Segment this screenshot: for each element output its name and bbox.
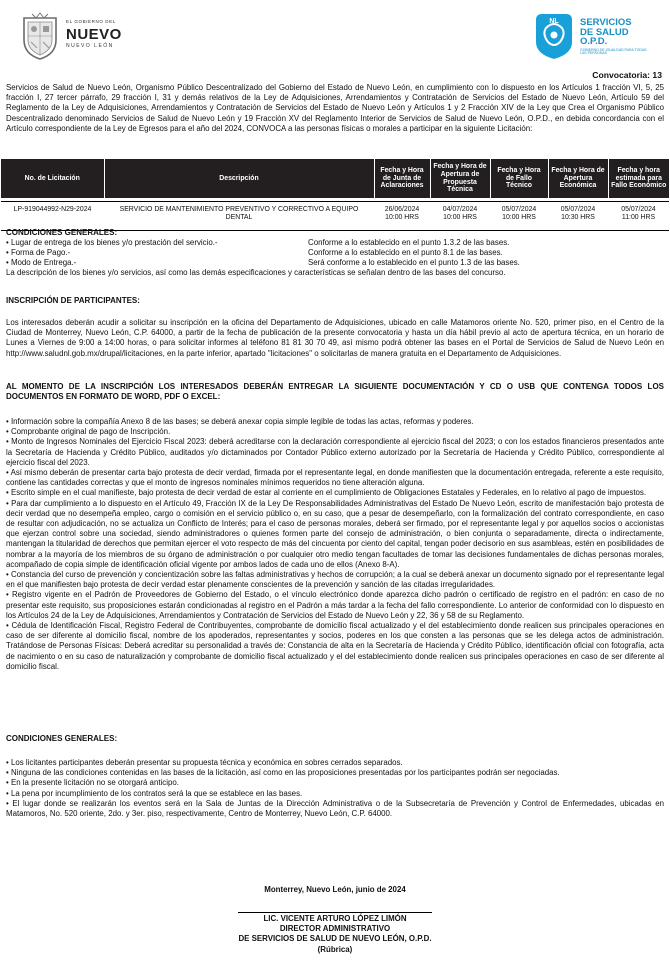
condicion-label: • Modo de Entrega.-	[6, 258, 77, 267]
apertura-economica-fecha: 05/07/2024	[560, 206, 596, 213]
convocatoria-number: Convocatoria: 13	[592, 70, 662, 80]
condicion-value: Conforme a lo establecido en el punto 8.1 de las bases.	[308, 248, 503, 257]
table-row	[1, 202, 669, 231]
cell-apertura-economica	[548, 202, 608, 231]
cell-numero: LP-919044992-N29-2024	[1, 202, 104, 231]
firmante-organismo: DE SERVICIOS DE SALUD DE NUEVO LEÓN, O.P.D.	[238, 934, 432, 944]
gobierno-nuevo-leon-logo	[20, 8, 140, 64]
page-header	[0, 8, 670, 64]
cell-apertura-tecnica	[430, 202, 490, 231]
coat-of-arms-icon	[20, 12, 60, 60]
fallo-economico-hora: 11:00 HRS	[621, 214, 656, 221]
header-descripcion: Descripción	[104, 159, 374, 198]
header-apertura-tecnica: Fecha y Hora de Apertura de Propuesta Técnica	[430, 159, 490, 198]
header-fallo-tecnico: Fecha y Hora de Fallo Técnico	[490, 159, 548, 198]
list-item: • Información sobre la compañía Anexo 8 de las bases; se deberá anexar copia simple legible de todas las actas, reformas y poderes.	[6, 417, 474, 426]
junta-fecha: 26/06/2024	[384, 206, 420, 213]
list-item: • El lugar donde se realizarán los eventos será en la Sala de Juntas de la Dirección Administrativa o de la Subsecretaría de Prevención y Control de Enfermedades, ubicadas en Matamoros, No. 520 oriente, 2do. y 3er. piso, respectivamente, Centro de Monterrey, Nuevo León, C.P. 64000.	[6, 798, 664, 819]
list-item: • Constancia del curso de prevención y concientización sobre las faltas administrativas y hechos de corrupción; a la cual se deberá anexar un documento signado por el representante legal en el que manifiesten bajo protesta de decir verdad estar plenamente conscientes de la prevención y sanción de las citadas irregularidades.	[6, 570, 664, 590]
intro-paragraph: Servicios de Salud de Nuevo León, Organismo Público Descentralizado del Gobierno del Estado de Nuevo León, en cumplimiento con lo dispuesto en los Artículos 1 fracción VI, 5, 25 fracción I, 27 tercer párrafo, 29 fracción I, 31 y demás relativos de la Ley de Adquisiciones, Arrendamientos y Contratación de Servicios del Estado de Nuevo León, Artículo 59 del Reglamento de la Ley de Adquisiciones, Arrendamientos y Contratación de Servicios del Estado de Nuevo León y Artículos 1 y 2 Fracción XIV de la Ley que Crea el Organismo Público Descentralizado denominado Servicios de Salud de Nuevo León y 19 Fracción XV del Reglamento Interior de Servicios de Salud de Nuevo León, O.P.D., en debida concordancia con el Artículo correspondiente de la Ley de Egresos para el año del 2024, CONVOCA a las personas físicas o morales a participar en la siguiente Licitación:	[6, 83, 664, 133]
de-salud-text: DE SALUD O.P.D.	[580, 26, 629, 47]
condiciones-generales-list	[6, 758, 664, 819]
documentacion-list	[6, 417, 664, 672]
lugar-fecha: Monterrey, Nuevo León, junio de 2024	[264, 885, 406, 894]
firmante-cargo: DIRECTOR ADMINISTRATIVO	[279, 924, 391, 934]
rubrica: (Rúbrica)	[317, 944, 353, 954]
list-item: • Registro vigente en el Padrón de Proveedores de Gobierno del Estado, o el vínculo electrónico donde aparezca dicho padrón o certificado de registro en el padrón: en caso de no presentar este requisito, sus proposiciones estarán condicionadas al registro en el Padrón a más tardar a la fecha del fallo correspondiente. Lo anterior de conformidad con lo dispuesto en los Artículos 24 de la Ley de Adquisiciones, Arrendamientos y Contratación de Servicios del Estado de Nuevo León y 22, 36 y 58 de su Reglamento.	[6, 590, 664, 620]
condicion-label: • Lugar de entrega de los bienes y/o prestación del servicio.-	[6, 238, 218, 247]
fallo-tecnico-fecha: 05/07/2024	[501, 206, 537, 213]
list-item: • Ninguna de las condiciones contenidas en las bases de la licitación, así como en las proposiciones presentadas por los participantes podrán ser negociadas.	[6, 768, 560, 778]
signature-block	[0, 914, 670, 955]
list-item: • Comprobante original de pago de Inscripción.	[6, 427, 171, 437]
nl-badge-icon	[532, 12, 576, 60]
signature-line	[238, 912, 432, 913]
inscripcion-paragraph: Los interesados deberán acudir a solicitar su inscripción en la oficina del Departamento de Adquisiciones, ubicado en calle Matamoros oriente No. 520, primer piso, en el Centro de la Ciudad de Monterrey, Nuevo León, C.P. 64000, a partir de la fecha de publicación de la presente convocatoria y hasta un día hábil previo al acto de apertura técnica, en un horario de Lunes a Viernes de 9:00 a 14:00 horas, o para solicitar informes al teléfono 81 81 30 70 49, así mismo podrá obtener las bases en el Portal de Servicios de Salud de Nuevo León en http://www.saludnl.gob.mx/drupal/licitaciones, en la parte inferior, apartado "licitaciones" o solicitarlas de manera gratuita en el Departamento de Adquisiciones.	[6, 318, 664, 358]
fallo-economico-fecha: 05/07/2024	[621, 206, 656, 213]
apertura-economica-hora: 10:30 HRS	[561, 214, 595, 221]
gov-sub-text: NUEVO LEÓN	[66, 42, 114, 49]
licitacion-table	[1, 159, 669, 231]
cell-fallo-economico	[608, 202, 669, 231]
cell-junta	[374, 202, 430, 231]
apertura-tecnica-fecha: 04/07/2024	[442, 206, 478, 213]
header-apertura-economica: Fecha y Hora de Apertura Económica	[548, 159, 608, 198]
list-item: • Para dar cumplimiento a lo dispuesto en el Artículo 49, Fracción IX de la Ley De Responsabilidades Administrativas del Estado De Nuevo León, escrito de manifestación bajo protesta de decir verdad que no desempeña empleo, cargo o comisión en el servicio público o, en su caso, que a pesar de desempeñarlo, con la formalización del contrato correspondiente, en caso de resultar con adjudicación, no se actualiza un Conflicto de Interés; para el caso de personas morales, deberá ser firmado, por el representante legal y por aquellos socios o accionistas que ejerzan control sobre una sociedad, siendo administradores o quienes formen parte del consejo de administración, o bien conjunta o separadamente, directa o indirectamente, mantengan la titularidad de derechos que permitan ejercer el voto respecto de más del cincuenta por ciento del capital, tengan poder decisorio en sus asambleas, estén en posibilidades de nombrar a la mayoría de los miembros de su órgano de administración o por cualquier otro medio tengan facultades de tomar las decisiones fundamentales de dichas personas morales, acompañado de copia simple de identificación oficial vigente por ambos lados de cada uno de ellos (Anexo 8-A).	[6, 498, 664, 569]
condiciones-note: La descripción de los bienes y/o servicios, así como las demás especificaciones y características se señalan dentro de las bases del concurso.	[6, 268, 506, 277]
list-item: • Los licitantes participantes deberán presentar su propuesta técnica y económica en sobres cerrados separados.	[6, 758, 403, 767]
junta-hora: 10:00 HRS	[385, 214, 419, 221]
cell-fallo-tecnico	[490, 202, 548, 231]
cell-descripcion: SERVICIO DE MANTENIMIENTO PREVENTIVO Y CORRECTIVO A EQUIPO DENTAL	[104, 202, 374, 231]
fallo-tecnico-hora: 10:00 HRS	[502, 214, 536, 221]
nl-badge-text: NL	[549, 18, 559, 25]
condicion-label: • Forma de Pago.-	[6, 248, 71, 257]
slogan-text: GOBIERNO DE IGUALDAD PARA TODAS LAS PERSONAS	[580, 47, 647, 55]
condiciones-list	[6, 238, 664, 278]
list-item: • La pena por incumplimiento de los contratos será la que se establece en las bases.	[6, 788, 303, 798]
list-item: • Monto de Ingresos Nominales del Ejercicio Fiscal 2023: deberá acreditarse con la declaración correspondiente al ejercicio fiscal del 2023; o con los estados financieros presentados ante la Secretaría de Hacienda y Crédito Público, auditados y/o dictaminados por Contador Público externo autorizado por la Secretaría de Hacienda y Crédito Público, correspondiente al ejercicio fiscal del 2023.	[6, 437, 664, 467]
firmante-nombre: LIC. VICENTE ARTURO LÓPEZ LIMÓN	[263, 914, 407, 923]
list-item	[6, 238, 664, 248]
list-item	[6, 258, 664, 268]
table-header-row	[1, 159, 669, 198]
documentacion-title: AL MOMENTO DE LA INSCRIPCIÓN LOS INTERESADOS DEBERÁN ENTREGAR LA SIGUIENTE DOCUMENTACIÓN Y CD O USB QUE CONTENGA TODOS LOS DOCUMENTOS EN FORMATO DE WORD, PDF O EXCEL:	[6, 382, 664, 402]
header-numero: No. de Licitación	[1, 159, 104, 198]
header-fallo-economico: Fecha y hora estimada para Fallo Económico	[608, 159, 669, 198]
gov-big-text: NUEVO	[66, 25, 122, 43]
inscripcion-title: INSCRIPCIÓN DE PARTICIPANTES:	[6, 296, 140, 305]
gov-small-text: EL GOBIERNO DEL	[66, 19, 116, 24]
condicion-value: Será conforme a lo establecido en el punto 1.3 de las bases.	[308, 258, 520, 267]
list-item	[6, 248, 664, 258]
servicios-text: SERVICIOS	[580, 17, 632, 28]
apertura-tecnica-hora: 10:00 HRS	[443, 214, 477, 221]
condicion-value: Conforme a lo establecido en el punto 1.3.2 de las bases.	[308, 238, 510, 247]
condiciones-generales-title: CONDICIONES GENERALES:	[6, 734, 118, 743]
list-item: • Cédula de Identificación Fiscal, Registro Federal de Contribuyentes, comprobante de domicilio fiscal actualizado y el del establecimiento donde realicen sus principales operaciones en caso de ser diferente al domicilio fiscal, nombre de los apoderados, representantes y socios, poderes en los que consten a las personas que se les delega actos de administración. Tratándose de Personas Físicas: Deberá acreditar su personalidad a través de: Constancia de alta en la Secretaría de Hacienda y Crédito Público, identificación oficial con fotografía, acta de nacimiento o en su caso de naturalización y comprobante de domicilio fiscal actualizado y el del establecimiento donde realicen sus principales operaciones en caso de ser diferente al domicilio fiscal.	[6, 621, 664, 671]
servicios-salud-logo	[532, 12, 652, 64]
header-junta: Fecha y Hora de Junta de Aclaraciones	[374, 159, 430, 198]
condiciones-title: CONDICIONES GENERALES:	[6, 228, 118, 237]
list-item: • Así mismo deberán de presentar carta bajo protesta de decir verdad, firmada por el representante legal, en donde manifiesten que la documentación entregada, referente a este requisito, contiene las cantidades correctas y que el monto de ingresos nominales mínimos requeridos no tiene alteración alguna.	[6, 468, 664, 488]
list-item: • En la presente licitación no se otorgará anticipo.	[6, 778, 179, 788]
list-item: • Escrito simple en el cual manifieste, bajo protesta de decir verdad de estar al corriente en el cumplimiento de Obligaciones Estatales y Federales, en lo relativo al pago de impuestos.	[6, 488, 647, 498]
